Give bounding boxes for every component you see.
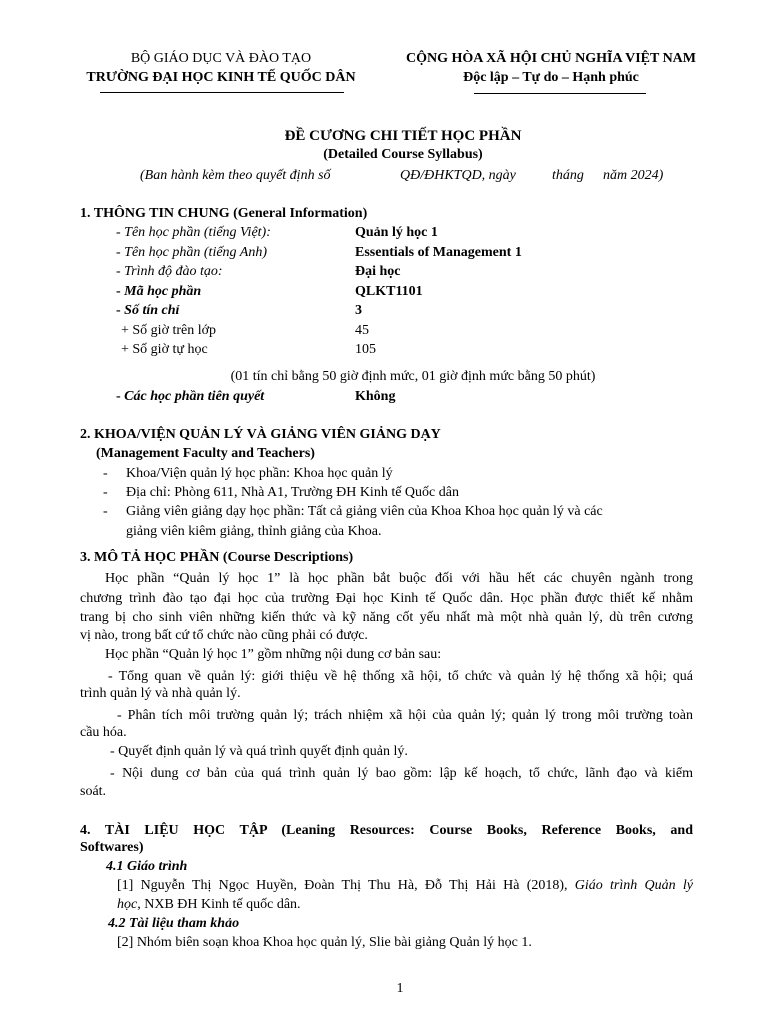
info-label-prereq: - Các học phần tiên quyết <box>116 389 265 404</box>
info-value-vn-name: Quản lý học 1 <box>355 225 438 240</box>
section3-heading: 3. MÔ TẢ HỌC PHẦN (Course Descriptions) <box>80 550 354 565</box>
content-item-environment-cont: cầu hóa. <box>80 725 127 740</box>
section4-heading: 4. TÀI LIỆU HỌC TẬP (Leaning Resources: Course Books, Reference Books, and <box>80 823 693 838</box>
faculty-item: Khoa/Viện quản lý học phần: Khoa học quản lý <box>126 466 393 481</box>
reference-1-cont: học, NXB ĐH Kinh tế quốc dân. <box>117 897 301 912</box>
info-value-en-name: Essentials of Management 1 <box>355 245 522 260</box>
credit-note: (01 tín chỉ bằng 50 giờ định mức, 01 giờ định mức bằng 50 phút) <box>230 369 596 384</box>
subsection-textbook: 4.1 Giáo trình <box>106 859 188 874</box>
bullet-dash: - <box>103 504 108 519</box>
decision-text-c: tháng <box>552 168 584 183</box>
info-label-credits: - Số tín chỉ <box>116 303 180 318</box>
description-para1-line: vị nào, trong bất cứ tổ chức nào cũng phải có được. <box>80 628 368 643</box>
section1-heading: 1. THÔNG TIN CHUNG (General Information) <box>80 206 368 221</box>
description-para1-line: trang bị cho sinh viên những kiến thức và kỹ năng cốt yếu nhất mà một nhà quản lý, dù trên cương <box>80 610 693 625</box>
content-item-overview-cont: trình quản lý và nhà quản lý. <box>80 686 241 701</box>
info-label-self-hours: + Số giờ tự học <box>121 342 208 357</box>
reference-2: [2] Nhóm biên soạn khoa Khoa học quản lý, Slie bài giảng Quản lý học 1. <box>117 935 532 950</box>
content-item-overview: - Tổng quan về quản lý: giới thiệu về hệ thống xã hội, tổ chức và quản lý hệ thống xã hội; quá <box>108 669 693 684</box>
info-value-credits: 3 <box>355 303 362 318</box>
section2-subheading: (Management Faculty and Teachers) <box>96 446 315 461</box>
document-title: ĐỀ CƯƠNG CHI TIẾT HỌC PHẦN <box>284 128 522 144</box>
info-label-level: - Trình độ đào tạo: <box>116 264 223 279</box>
section2-heading: 2. KHOA/VIỆN QUẢN LÝ VÀ GIẢNG VIÊN GIẢNG DẠY <box>80 427 441 442</box>
description-para1-line: chương trình đào tạo đại học của trường Đại học Kinh tế Quốc dân. Học phần được thiết kế nhằm <box>80 591 693 606</box>
content-item-process-cont: soát. <box>80 784 107 799</box>
bullet-dash: - <box>103 485 108 500</box>
content-item-process: - Nội dung cơ bản của quá trình quản lý bao gồm: lập kế hoạch, tổ chức, lãnh đạo và kiểm <box>110 766 693 781</box>
decision-text-d: năm 2024) <box>603 168 664 183</box>
content-item-environment: - Phân tích môi trường quản lý; trách nhiệm xã hội của quản lý; quản lý trong môi trường toàn <box>117 708 693 723</box>
content-item-decision: - Quyết định quản lý và quá trình quyết định quản lý. <box>110 744 408 759</box>
page-number: 1 <box>396 981 404 996</box>
teachers-item-cont: giảng viên kiêm giảng, thỉnh giảng của Khoa. <box>126 524 382 539</box>
info-value-class-hours: 45 <box>355 323 369 338</box>
address-item: Địa chỉ: Phòng 611, Nhà A1, Trường ĐH Kinh tế Quốc dân <box>126 485 459 500</box>
info-value-level: Đại học <box>355 264 401 279</box>
university-underline <box>100 92 344 93</box>
info-value-code: QLKT1101 <box>355 284 423 299</box>
national-motto: Độc lập – Tự do – Hạnh phúc <box>463 70 639 85</box>
document-subtitle: (Detailed Course Syllabus) <box>323 147 483 162</box>
section4-heading-cont: Softwares) <box>80 840 144 855</box>
info-label-class-hours: + Số giờ trên lớp <box>121 323 217 338</box>
info-label-vn-name: - Tên học phần (tiếng Việt): <box>116 225 271 240</box>
teachers-item: Giảng viên giảng dạy học phần: Tất cả giảng viên của Khoa Khoa học quản lý và các <box>126 504 603 519</box>
info-label-code: - Mã học phần <box>116 284 202 299</box>
info-label-en-name: - Tên học phần (tiếng Anh) <box>116 245 268 260</box>
republic-name: CỘNG HÒA XÃ HỘI CHỦ NGHĨA VIỆT NAM <box>405 51 696 66</box>
description-para2: Học phần “Quản lý học 1” gồm những nội dung cơ bản sau: <box>105 647 442 662</box>
bullet-dash: - <box>103 466 108 481</box>
info-value-self-hours: 105 <box>355 342 376 357</box>
motto-underline <box>474 93 646 94</box>
reference-1: [1] Nguyễn Thị Ngọc Huyền, Đoàn Thị Thu Hà, Đỗ Thị Hải Hà (2018), Giáo trình Quản lý <box>117 878 693 893</box>
subsection-references: 4.2 Tài liệu tham khảo <box>108 916 240 931</box>
ministry-name: BỘ GIÁO DỤC VÀ ĐÀO TẠO <box>130 51 312 66</box>
decision-text-b: QĐ/ĐHKTQD, ngày <box>400 168 516 183</box>
description-para1: Học phần “Quản lý học 1” là học phần bắt buộc đối với hầu hết các chuyên ngành trong <box>105 571 693 586</box>
decision-text-a: (Ban hành kèm theo quyết định số <box>140 168 331 183</box>
university-name: TRƯỜNG ĐẠI HỌC KINH TẾ QUỐC DÂN <box>86 70 356 85</box>
info-value-prereq: Không <box>355 389 396 404</box>
